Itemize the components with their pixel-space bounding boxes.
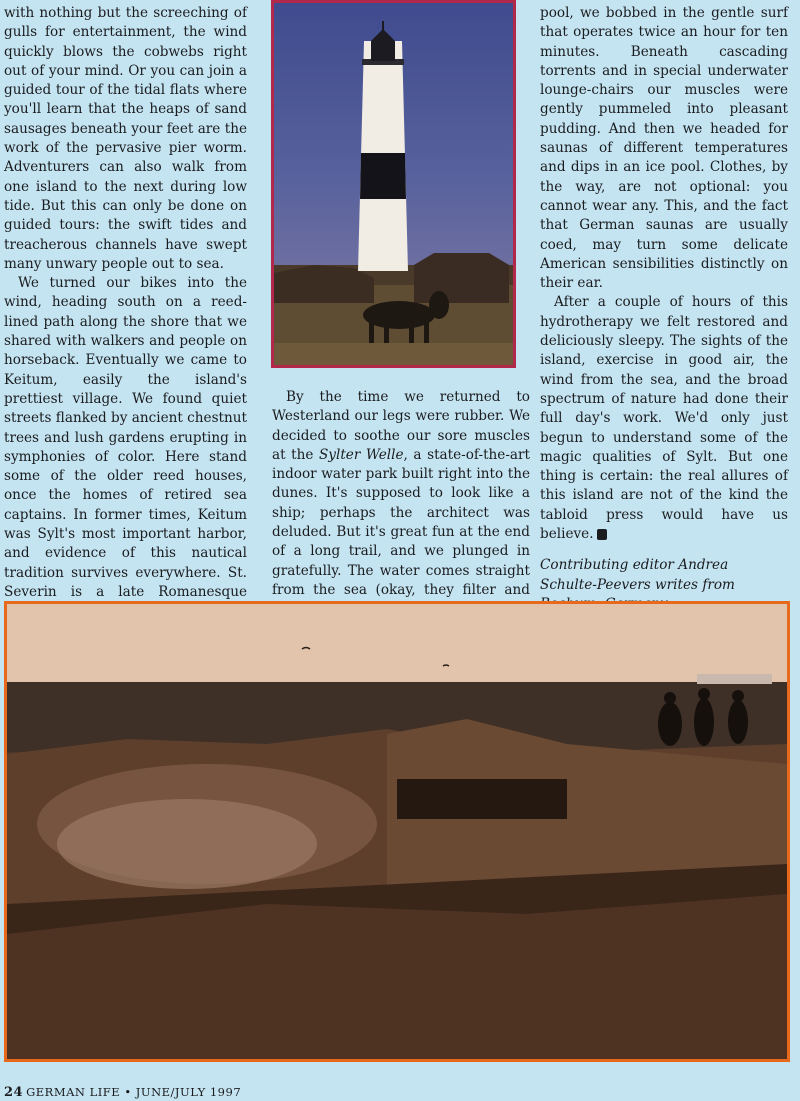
- paragraph: pool, we bobbed in the gentle surf that operates twice an hour for ten minutes. Beneath cascading torrents and in special underwater lounge-chairs our muscles were gently pummeled into pleasant pudding. And then we headed for saunas of different temperatures and dips in an ice pool. Clothes, by the way, are not optional: you cannot wear any. This, and the fact that German saunas are usually coed, may turn some delicate American sensibilities distinctly on their ear.: [540, 5, 788, 292]
- paragraph-text: By the time we returned to Westerland our legs were rubber. We decided to soothe our sore muscles at the: [272, 389, 530, 463]
- beach-terraforming-photo: [4, 601, 790, 1062]
- paragraph: with nothing but the screeching of gulls for entertainment, the wind quickly blows the cobwebs right out of your mind. Or you can join a guided tour of the tidal flats where you'll learn that the heaps of sand sausages beneath your feet are the work of the pervasive pier worm. Adventurers can also walk from one island to the next during low tide. But this can only be done on guided tours: the swift tides and treacherous channels have swept many unwary people out to sea.: [4, 5, 247, 272]
- page-footer: [4, 1085, 241, 1100]
- paragraph-text: We turned our bikes into the wind, heading south on a reed-lined path along the shore that we shared with walkers and people on horseback. Eventually we came to Keitum, easily the island's prettiest village. We found quiet streets flanked by ancient chestnut trees and lush gardens erupting in symphonies of color. Here stand some of the older reed houses, once the homes of retired sea captains. In former times, Keitum was Sylt's most important harbor, and evidence of this nautical tradition survives everywhere. St. Severin is a late Romanesque: [4, 275, 247, 600]
- publication-info: GERMAN LIFE • JUNE/JULY 1997: [26, 1085, 242, 1099]
- page-number: 24: [4, 1085, 24, 1100]
- byline: Contributing editor Andrea Schulte-Peevers writes from: [540, 557, 735, 593]
- paragraph-text: After a couple of hours of this hydrotherapy we felt restored and deliciously sleepy. The sights of the island, exercise in good air, the wind from the sea, and the broad spectrum of nature had done their full day's work. We'd only just begun to understand some of the magic qualities of Sylt. But one thing is certain: the real allures of this island are not of the kind the tabloid press would have us believe.: [540, 294, 788, 543]
- lighthouse-photo: [271, 0, 516, 368]
- italic-title: Sylter Welle: [318, 446, 404, 463]
- end-mark-icon: [597, 529, 607, 540]
- paragraph: [540, 293, 788, 544]
- paragraph-text: , a state-of-the-art indoor water park built right into the dunes. It's supposed to look like a ship; perhaps the architect was deluded. But it's great fun at the end of a long trail, and we plunged in gratefully. The water comes straight from the sea (okay, they filter and: [272, 446, 530, 598]
